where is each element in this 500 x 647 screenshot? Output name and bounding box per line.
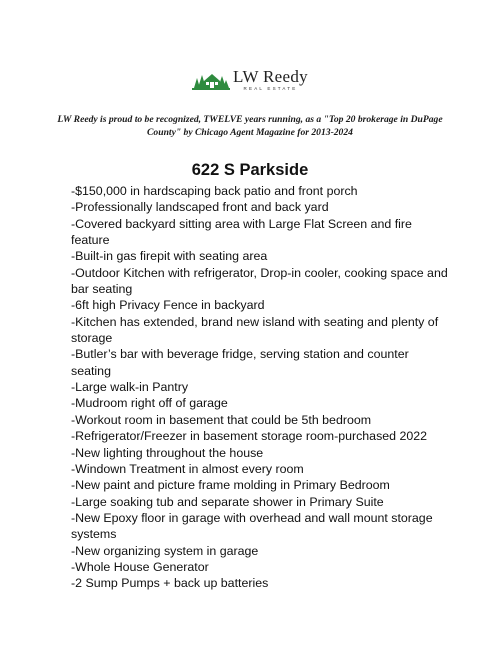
house-trees-logo-icon [192, 70, 230, 90]
logo-name: LW Reedy [233, 67, 308, 86]
feature-item: -Whole House Generator [71, 559, 209, 574]
company-logo [0, 68, 500, 92]
feature-item: -6ft high Privacy Fence in backyard [71, 298, 265, 313]
property-title: 622 S Parkside [191, 161, 309, 179]
feature-item: -Professionally landscaped front and back yard [71, 200, 329, 215]
feature-item: -Mudroom right off of garage [71, 396, 228, 411]
feature-item: -New organizing system in garage [71, 543, 259, 558]
feature-item: -Kitchen has extended, brand new island with seating and plenty of storage [71, 314, 439, 346]
feature-item: -Covered backyard sitting area with Large Flat Screen and fire feature [71, 216, 412, 248]
feature-item: -Butler’s bar with beverage fridge, serving station and counter seating [71, 347, 409, 378]
feature-item: -Outdoor Kitchen with refrigerator, Drop-in cooler, cooking space and bar seating [71, 265, 448, 297]
feature-item: -Large soaking tub and separate shower in Primary Suite [71, 494, 384, 509]
award-tagline: LW Reedy is proud to be recognized, TWELVE years running, as a "Top 20 brokerage in DuPage County" by Chicago Agent Magazine for 2013-2024 [57, 114, 443, 138]
feature-item: -2 Sump Pumps + back up batteries [71, 576, 269, 591]
feature-item: -Windown Treatment in almost every room [71, 461, 304, 476]
feature-item: -Built-in gas firepit with seating area [71, 249, 268, 264]
feature-item: -Workout room in basement that could be 5th bedroom [71, 412, 372, 427]
feature-list [71, 183, 451, 592]
feature-item: -New paint and picture frame molding in Primary Bedroom [71, 478, 390, 493]
feature-item: -Refrigerator/Freezer in basement storage room-purchased 2022 [71, 429, 428, 444]
feature-item: -New Epoxy floor in garage with overhead and wall mount storage systems [71, 510, 433, 542]
feature-item: -$150,000 in hardscaping back patio and front porch [71, 184, 358, 198]
feature-item: -Large walk-in Pantry [71, 380, 189, 395]
logo-subtitle: REAL ESTATE [243, 86, 298, 91]
feature-item: -New lighting throughout the house [71, 445, 264, 460]
